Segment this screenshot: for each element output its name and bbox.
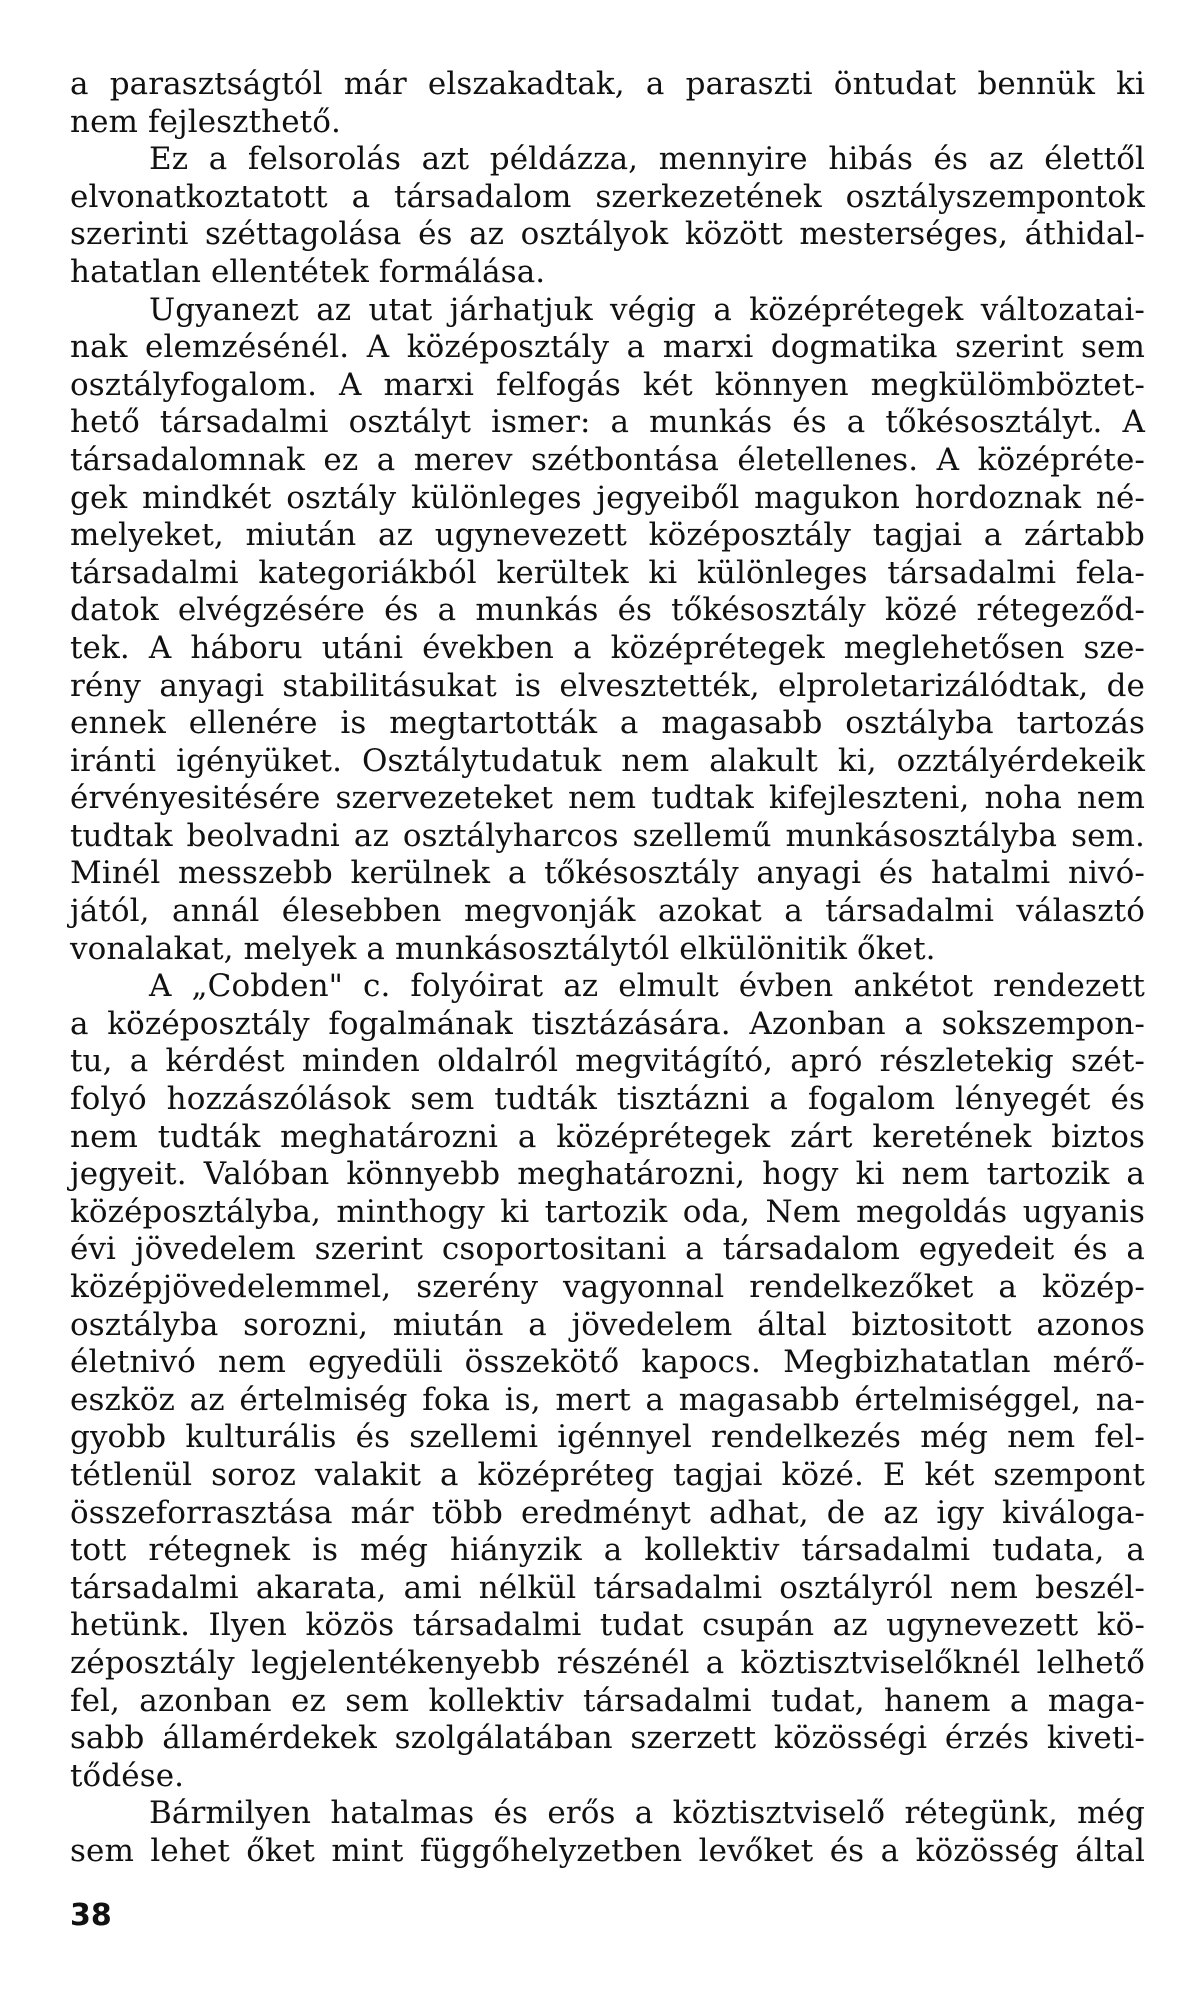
text-line: a középosztály fogalmának tisztázására. Azonban a sokszempon- — [70, 1005, 1145, 1042]
text-line: évi jövedelem szerint csoportositani a társadalom egyedeit és a — [70, 1231, 1145, 1268]
text-line: jától, annál élesebben megvonják azokat a társadalmi választó — [70, 893, 1145, 930]
text-line: Ez a felsorolás azt példázza, mennyire hibás és az élettől — [149, 141, 1145, 178]
text-line: hető társadalmi osztályt ismer: a munkás és a tőkésosztályt. A — [70, 404, 1145, 441]
text-line: középosztályba, minthogy ki tartozik oda, Nem megoldás ugyanis — [70, 1193, 1145, 1230]
text-line: eszköz az értelmiség foka is, mert a magasabb értelmiséggel, na- — [70, 1381, 1145, 1418]
text-line: összeforrasztása már több eredményt adhat, de az igy kiváloga- — [70, 1494, 1145, 1531]
text-line: ennek ellenére is megtartották a magasabb osztályba tartozás — [70, 705, 1145, 742]
body-text — [70, 66, 1145, 1871]
text-line: sem lehet őket mint függőhelyzetben levőket és a közösség által — [70, 1832, 1145, 1869]
text-line: nem fejleszthető. — [70, 103, 341, 140]
text-line: nem tudták meghatározni a középrétegek zárt keretének biztos — [70, 1118, 1145, 1155]
text-line: Bármilyen hatalmas és erős a köztisztviselő rétegünk, még — [149, 1795, 1145, 1832]
text-line: Minél messzebb kerülnek a tőkésosztály anyagi és hatalmi nivó- — [70, 855, 1145, 892]
text-line: sabb államérdekek szolgálatában szerzett közösségi érzés kiveti- — [70, 1720, 1145, 1757]
text-line: A „Cobden" c. folyóirat az elmult évben ankétot rendezett — [149, 968, 1145, 1005]
text-line: hatatlan ellentétek formálása. — [70, 253, 546, 290]
text-line: gek mindkét osztály különleges jegyeiből magukon hordoznak né- — [70, 479, 1145, 516]
text-line: életnivó nem egyedüli összekötő kapocs. Megbizhatatlan mérő- — [70, 1344, 1145, 1381]
text-line: társadalmi kategoriákból kerültek ki különleges társadalmi fela- — [70, 554, 1145, 591]
text-line: zéposztály legjelentékenyebb részénél a köztisztviselőknél lelhető — [70, 1644, 1145, 1681]
text-line: folyó hozzászólások sem tudták tisztázni a fogalom lényegét és — [70, 1081, 1145, 1118]
page-number: 38 — [70, 1898, 112, 1933]
text-line: rény anyagi stabilitásukat is elvesztették, elproletarizálódtak, de — [70, 667, 1145, 704]
text-line: középjövedelemmel, szerény vagyonnal rendelkezőket a közép- — [70, 1269, 1145, 1305]
text-line: a parasztságtól már elszakadtak, a paraszti öntudat bennük ki — [70, 66, 1145, 102]
text-line: társadalomnak ez a merev szétbontása életellenes. A középréte- — [70, 441, 1145, 478]
text-line: tu, a kérdést minden oldalról megvitágító, apró részletekig szét- — [70, 1043, 1145, 1080]
text-line: társadalmi akarata, ami nélkül társadalmi osztályról nem beszél- — [70, 1569, 1145, 1606]
text-line: osztályfogalom. A marxi felfogás két könnyen megkülömböztet- — [70, 366, 1145, 403]
text-line: érvényesitésére szervezeteket nem tudtak kifejleszteni, noha nem — [70, 780, 1145, 817]
text-line: tődése. — [70, 1757, 185, 1794]
text-line: fel, azonban ez sem kollektiv társadalmi tudat, hanem a maga- — [70, 1682, 1145, 1719]
text-line: tétlenül soroz valakit a középréteg tagjai közé. E két szempont — [70, 1456, 1145, 1493]
text-line: hetünk. Ilyen közös társadalmi tudat csupán az ugynevezett kö- — [70, 1607, 1145, 1644]
text-line: tek. A háboru utáni években a középrétegek meglehetősen sze- — [70, 629, 1145, 666]
text-line: jegyeit. Valóban könnyebb meghatározni, hogy ki nem tartozik a — [70, 1156, 1145, 1193]
text-line: datok elvégzésére és a munkás és tőkésosztály közé rétegeződ- — [70, 592, 1145, 629]
text-line: melyeket, miután az ugynevezett középosztály tagjai a zártabb — [70, 517, 1145, 554]
text-line: osztályba sorozni, miután a jövedelem által biztositott azonos — [70, 1306, 1145, 1343]
text-line: Ugyanezt az utat járhatjuk végig a középrétegek változatai- — [149, 291, 1145, 328]
text-line: tudtak beolvadni az osztályharcos szellemű munkásosztályba sem. — [70, 817, 1145, 854]
text-line: iránti igényüket. Osztálytudatuk nem alakult ki, ozztályérdekeik — [70, 742, 1145, 779]
text-line: elvonatkoztatott a társadalom szerkezetének osztályszempontok — [70, 178, 1145, 215]
text-line: gyobb kulturális és szellemi igénnyel rendelkezés még nem fel- — [70, 1419, 1145, 1456]
text-line: tott rétegnek is még hiányzik a kollektiv társadalmi tudata, a — [70, 1532, 1145, 1569]
text-line: szerinti széttagolása és az osztályok között mesterséges, áthidal- — [70, 216, 1145, 253]
text-line: nak elemzésénél. A középosztály a marxi dogmatika szerint sem — [70, 329, 1145, 366]
text-line: vonalakat, melyek a munkásosztálytól elkülönitik őket. — [70, 930, 936, 967]
